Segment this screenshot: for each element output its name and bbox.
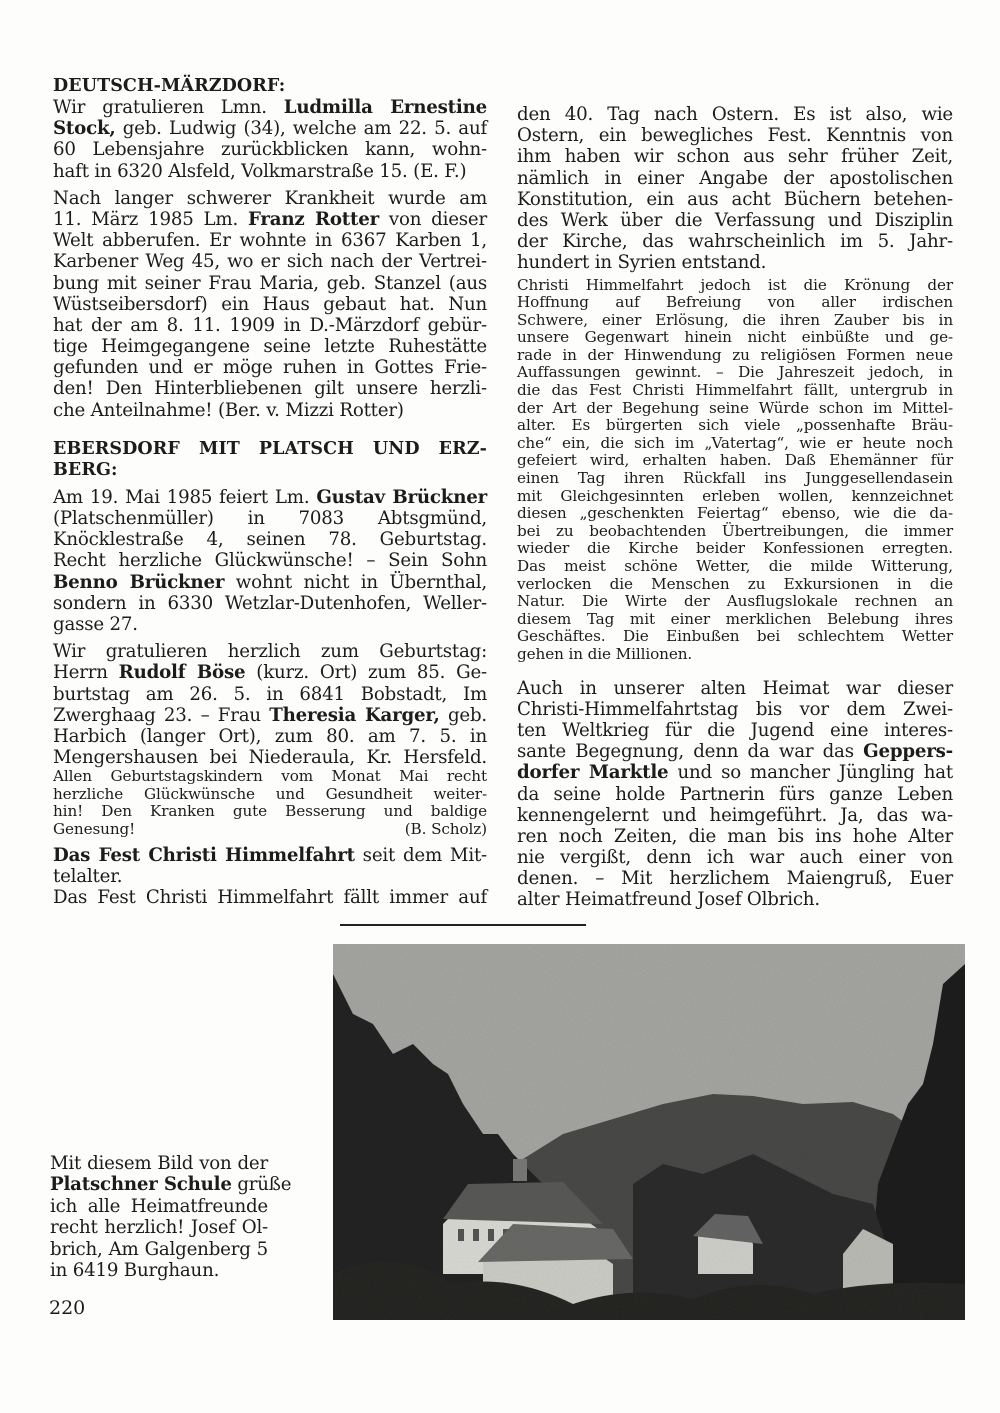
- text-line: rade in der Hinwendung zu religiösen Formen neue: [517, 345, 953, 364]
- text-line: [53, 550, 487, 571]
- text-line: [517, 805, 953, 826]
- text-line: [53, 97, 487, 118]
- bold-name: Ludmilla Ernestine: [283, 97, 487, 118]
- text-line: [53, 139, 487, 160]
- text-line: [517, 847, 953, 868]
- text-line: che“ ein, die sich im „Vatertag“, wie er heute noch: [517, 433, 953, 452]
- text-line: Christi Himmelfahrt jedoch ist die Krönung der: [517, 275, 953, 294]
- horizontal-divider: [340, 924, 586, 926]
- text-fragment: che Anteilnahme! (Ber. v. Mizzi Rotter): [53, 399, 404, 421]
- text-line: [53, 294, 487, 315]
- text-fragment: Wüstseibersdorf) ein Haus gebaut hat. Nun: [53, 293, 487, 315]
- bold-name: Franz Rotter: [247, 208, 379, 230]
- text-line: [53, 508, 487, 529]
- text-line: [53, 273, 487, 294]
- text-line: [53, 641, 487, 662]
- text-line: Konstitution, ein aus acht Büchern betehen-: [517, 188, 953, 210]
- text-fragment: 60 Lebensjahre zurückblicken kann, wohn-: [53, 139, 487, 161]
- text-line: alter. Es bürgerten sich viele „possenhafte Bräu-: [517, 416, 953, 435]
- caption-line: Mit diesem Bild von der: [50, 1153, 268, 1174]
- text-fragment: Christi-Himmelfahrtstag bis vor dem Zwei-: [517, 698, 953, 720]
- text-fragment: kennengelernt und heimgeführt. Ja, das wa-: [517, 804, 953, 826]
- paragraph-small: [517, 277, 953, 664]
- text-line: Natur. Die Wirte der Ausflugslokale rechnen an: [517, 592, 953, 611]
- text-fragment: alter Heimatfreund Josef Olbrich.: [517, 889, 820, 911]
- text-fragment: hat der am 8. 11. 1909 in D.-Märzdorf gebür-: [53, 314, 487, 336]
- photo-image: [333, 944, 965, 1320]
- text-line: [53, 487, 487, 508]
- section-heading: EBERSDORF MIT PLATSCH UND ERZ-: [53, 438, 487, 459]
- text-fragment: (kurz. Ort) zum 85. Ge-: [245, 662, 487, 684]
- text-line: [517, 678, 953, 699]
- photo-caption: [50, 1153, 292, 1281]
- text-line: [53, 593, 487, 614]
- text-line: [53, 230, 487, 251]
- text-line: [53, 188, 487, 209]
- paragraph-small: [53, 768, 487, 838]
- caption-line: Platschner Schule grüße: [50, 1174, 292, 1196]
- paragraph: [53, 487, 487, 635]
- text-fragment: Nach langer schwerer Krankheit wurde am: [53, 187, 487, 209]
- bold-name: Geppers-: [863, 741, 953, 763]
- caption-line: recht herzlich! Josef Ol-: [50, 1217, 268, 1239]
- text-fragment: 11. März 1985 Lm.: [53, 208, 248, 230]
- text-line: nämlich in einer Angabe der apostolischen: [517, 167, 953, 189]
- text-line: Schwere, einer Erlösung, die ihren Zauber bis in: [517, 310, 953, 329]
- text-line: Das meist schöne Wetter, die milde Witterung,: [517, 557, 953, 575]
- text-line: [53, 161, 487, 182]
- text-fragment: nie vergißt, denn ich war auch einer von: [517, 847, 953, 869]
- text-line: Ostern, ein bewegliches Fest. Kenntnis von: [517, 125, 953, 147]
- text-line: Hoffnung auf Befreiung von aller irdischen: [517, 293, 953, 312]
- paragraph: [517, 104, 953, 274]
- text-fragment: sante Begegnung, denn da war das: [517, 741, 864, 763]
- left-column: [53, 76, 487, 908]
- text-line: [517, 868, 953, 889]
- text-line: der Art der Begehung seine Würde schon im Mittel-: [517, 398, 953, 417]
- caption-bold: Platschner Schule: [50, 1174, 232, 1196]
- text-line: mit Gleichgesinnten erleben wollen, kennzeichnet: [517, 486, 953, 505]
- section-heading: BERG:: [53, 459, 118, 480]
- text-line: [53, 118, 487, 139]
- text-line: [517, 784, 953, 805]
- text-line: [53, 821, 487, 839]
- text-fragment: Mengershausen bei Niederaula, Kr. Hersfeld.: [53, 747, 487, 769]
- section-ebersdorf: [53, 439, 487, 839]
- text-fragment: denen. – Mit herzlichem Maiengruß, Euer: [517, 868, 953, 890]
- text-line: einen Tag ihren Rückfall ins Junggesellendasein: [517, 469, 953, 488]
- text-fragment: burtstag am 26. 5. in 6841 Bobstadt, Im: [53, 683, 487, 705]
- text-line: [53, 400, 487, 421]
- text-line: Geschäftes. Die Einbußen bei schlechtem Wetter: [517, 627, 953, 646]
- text-line: [53, 357, 487, 378]
- text-line: [53, 726, 487, 747]
- text-line: wieder die Kirche beider Konfessionen erregten.: [517, 539, 953, 558]
- text-line: [53, 662, 487, 683]
- text-fragment: (Platschenmüller) in 7083 Abtsgmünd,: [53, 508, 487, 529]
- text-fragment: haft in 6320 Alsfeld, Volkmarstraße 15. (E. F.): [53, 160, 467, 182]
- text-fragment: Wir gratulieren herzlich zum Geburtstag:: [53, 641, 487, 663]
- text-line: [53, 572, 487, 593]
- caption-line: in 6419 Burghaun.: [50, 1259, 220, 1281]
- right-column: [517, 104, 953, 911]
- text-fragment: wohnt nicht in Übernthal,: [224, 571, 487, 593]
- text-line: [517, 826, 953, 847]
- text-fragment: sondern in 6330 Wetzlar-Dutenhofen, Weller-: [53, 592, 487, 614]
- text-fragment: bung mit seiner Frau Maria, geb. Stanzel (aus: [53, 272, 487, 294]
- text-line: gehen in die Millionen.: [517, 644, 693, 663]
- text-fragment: geb.: [439, 704, 487, 726]
- text-fragment: Herrn: [53, 662, 119, 684]
- text-line: [517, 741, 953, 762]
- section-christi-himmelfahrt: [53, 845, 487, 909]
- text-fragment: Knöcklestraße 4, seinen 78. Geburtstag.: [53, 529, 487, 551]
- text-line: [53, 529, 487, 550]
- section-deutsch-maerzdorf: [53, 76, 487, 421]
- bold-name: Gustav Brückner: [316, 486, 487, 508]
- text-line: hin! Den Kranken gute Besserung und baldige: [53, 802, 487, 821]
- text-line: [517, 889, 953, 910]
- author-credit: (B. Scholz): [404, 820, 487, 839]
- text-line: Allen Geburtstagskindern vom Monat Mai recht: [53, 767, 487, 786]
- paragraph: [53, 97, 487, 182]
- text-line: diesem Tag mit einer merklichen Belebung ihres: [517, 609, 953, 628]
- text-line: unsere Gegenwart hinein nicht einbüßte und ge-: [517, 328, 953, 347]
- text-fragment: Karbener Weg 45, wo er sich nach der Vertrei-: [53, 251, 487, 273]
- text-line: [53, 684, 487, 705]
- text-fragment: Auch in unserer alten Heimat war dieser: [517, 677, 953, 699]
- text-line: [53, 315, 487, 336]
- bold-name: Rudolf Böse: [118, 662, 246, 684]
- text-line: Auffassungen gewinnt. – Die Jahreszeit jedoch, in: [517, 363, 953, 382]
- text-line: den 40. Tag nach Ostern. Es ist also, wie: [517, 104, 953, 125]
- text-line: herzliche Glückwünsche und Gesundheit weiter-: [53, 784, 487, 803]
- bold-name: dorfer Marktle: [517, 762, 669, 784]
- text-fragment: ren noch Zeiten, die man bis ins hohe Alter: [517, 825, 953, 847]
- text-line: [53, 378, 487, 399]
- text-fragment: Welt abberufen. Er wohnte in 6367 Karben 1,: [53, 230, 487, 252]
- text-line: [53, 747, 487, 768]
- bold-name: Benno Brückner: [53, 571, 225, 593]
- photo-platschner-schule: [333, 944, 965, 1320]
- section-heading: DEUTSCH-MÄRZDORF:: [53, 76, 286, 96]
- text-fragment: Zwerghaag 23. – Frau: [53, 704, 270, 726]
- text-line: [53, 614, 487, 635]
- text-fragment: Genesung!: [53, 820, 136, 839]
- text-line: diesen „geschenkten Feiertag“ ebenso, wie die da-: [517, 504, 953, 523]
- text-fragment: geb. Ludwig (34), welche am 22. 5. auf: [115, 118, 487, 140]
- text-line: ihm haben wir schon aus sehr früher Zeit,: [517, 146, 953, 168]
- text-line: [53, 705, 487, 726]
- text-line: [53, 336, 487, 357]
- paragraph: [517, 678, 953, 911]
- text-fragment: den! Den Hinterbliebenen gilt unsere herzli-: [53, 378, 487, 400]
- article-title-line: Das Fest Christi Himmelfahrt seit dem Mit-: [53, 844, 487, 866]
- paragraph: [53, 641, 487, 768]
- text-line: [517, 699, 953, 720]
- bold-name: Stock,: [53, 118, 116, 140]
- text-fragment: da seine holde Partnerin fürs ganze Leben: [517, 783, 953, 805]
- text-fragment: gefunden und er möge ruhen in Gottes Frie-: [53, 357, 487, 379]
- text-fragment: gasse 27.: [53, 613, 138, 635]
- text-line: [53, 251, 487, 272]
- text-fragment: Recht herzliche Glückwünsche! – Sein Sohn: [53, 550, 487, 572]
- text-line: der Kirche, das wahrscheinlich im 5. Jahr-: [517, 231, 953, 253]
- text-fragment: ten Weltkrieg für die Jugend eine interes-: [517, 719, 953, 741]
- page-number: 220: [49, 1297, 86, 1319]
- article-title: Das Fest Christi Himmelfahrt: [53, 844, 355, 866]
- text-line: [53, 209, 487, 230]
- text-line: [517, 762, 953, 783]
- text-line: die das Fest Christi Himmelfahrt fällt, untergrub in: [517, 381, 953, 400]
- text-line: [517, 720, 953, 741]
- text-fragment: und so mancher Jüngling hat: [668, 762, 953, 784]
- text-line: gefeiert wird, erhalten haben. Daß Ehemänner für: [517, 451, 953, 470]
- text-fragment: tige Heimgegangene seine letzte Ruhestätte: [53, 336, 487, 358]
- text-fragment: Am 19. Mai 1985 feiert Lm.: [53, 486, 317, 508]
- text-line: hundert in Syrien entstand.: [517, 252, 767, 274]
- text-fragment: Harbich (langer Ort), zum 80. am 7. 5. in: [53, 725, 487, 747]
- text-line: verlocken die Menschen zu Exkursionen in die: [517, 574, 953, 593]
- text-line: des Werk über die Verfassung und Disziplin: [517, 209, 953, 231]
- bold-name: Theresia Karger,: [269, 704, 440, 726]
- text-line: bei zu beobachtenden Übertreibungen, die immer: [517, 521, 953, 540]
- text-fragment: Wir gratulieren Lmn.: [53, 97, 284, 118]
- caption-line: brich, Am Galgenberg 5: [50, 1238, 268, 1260]
- paragraph: [53, 188, 487, 421]
- text-fragment: von dieser: [378, 208, 487, 230]
- text-line: Das Fest Christi Himmelfahrt fällt immer auf: [53, 887, 487, 908]
- article-title-line: telalter.: [53, 865, 123, 887]
- caption-line: ich alle Heimatfreunde: [50, 1195, 268, 1217]
